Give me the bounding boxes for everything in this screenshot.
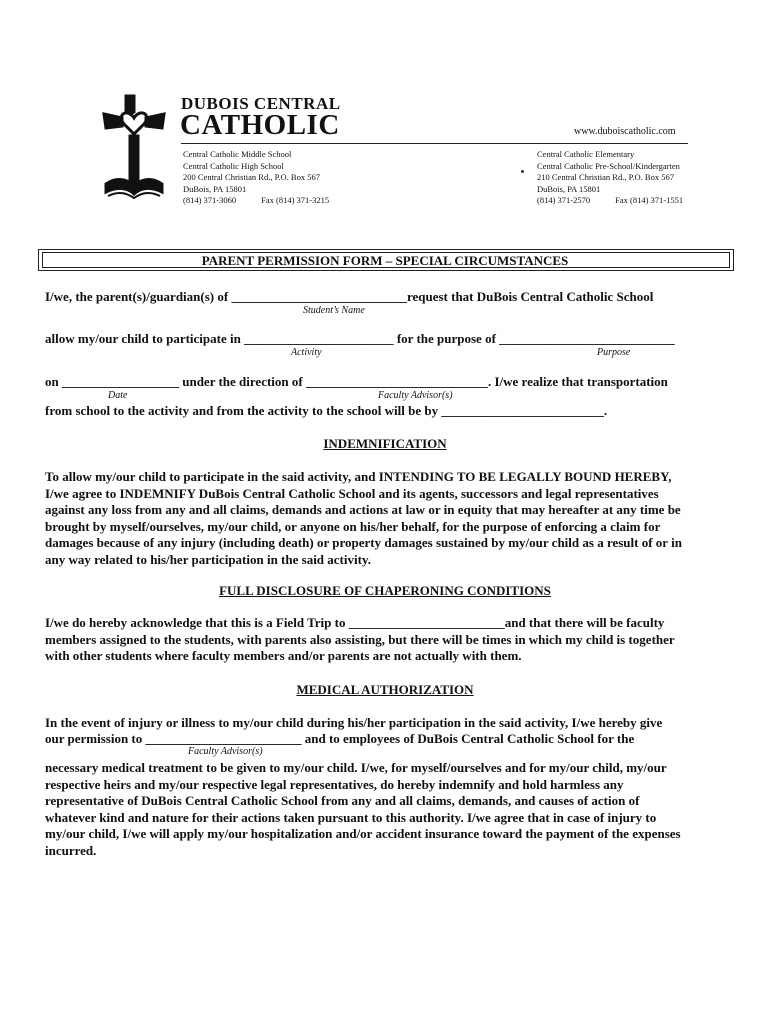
caption-date: Date: [108, 390, 128, 401]
caption-activity: Activity: [291, 347, 322, 358]
phone-number: (814) 371-2570: [537, 195, 591, 205]
paragraph-line: any way related to his/her participation in the said activity.: [45, 551, 371, 567]
caption-faculty-advisor: Faculty Advisor(s): [378, 390, 453, 401]
address-line: Central Catholic High School: [183, 160, 284, 171]
school-name-line1: DUBOIS CENTRAL: [181, 94, 341, 113]
medical-heading: MEDICAL AUTHORIZATION: [296, 682, 474, 697]
right-address-block: [537, 149, 683, 207]
indemnification-heading: INDEMNIFICATION: [323, 436, 447, 451]
school-website: www.duboiscatholic.com: [574, 126, 676, 137]
paragraph-line: I/we agree to INDEMNIFY DuBois Central Catholic School and its agents, successors and legal representatives: [45, 485, 659, 501]
paragraph-line: I/we do hereby acknowledge that this is a Field Trip to ________________________and that there will be faculty: [45, 615, 665, 630]
activity-purpose-line: allow my/our child to participate in _______________________ for the purpose of ___________________________: [45, 331, 675, 346]
address-line: DuBois, PA 15801: [537, 183, 601, 194]
paragraph-line: To allow my/our child to participate in the said activity, and INTENDING TO BE LEGALLY BOUND HEREBY,: [45, 469, 672, 484]
paragraph-line: whatever kind and nature for their actions taken pursuant to this authority. I/we agree that in case of injury to: [45, 809, 657, 825]
medical-paragraph-line: In the event of injury or illness to my/our child during his/her participation in the said activity, I/we hereby give: [45, 715, 663, 730]
paragraph-line: damages because of any injury (including death) or property damages sustained by my/our child as a result of or in: [45, 535, 682, 550]
chaperoning-paragraph: [45, 615, 675, 665]
address-line: DuBois, PA 15801: [183, 183, 247, 194]
address-line: Central Catholic Middle School: [183, 149, 292, 159]
form-title: PARENT PERMISSION FORM – SPECIAL CIRCUMSTANCES: [201, 253, 569, 268]
caption-student-name: Student’s Name: [303, 305, 365, 316]
address-line: 200 Central Christian Rd., P.O. Box 567: [183, 172, 320, 182]
fax-number: Fax (814) 371-3215: [261, 195, 330, 205]
paragraph-line: brought by myself/ourselves, my/our child, or anyone on his/her behalf, for the purpose of enforcing a claim for: [45, 518, 661, 534]
indemnification-paragraph: [45, 469, 682, 568]
paragraph-line: with other students where faculty members and/or parents are not actually with them.: [45, 648, 522, 663]
left-address-block: [183, 149, 329, 207]
medical-permission-line: our permission to ________________________ and to employees of DuBois Central Catholic School for the: [45, 731, 635, 746]
chaperoning-heading: FULL DISCLOSURE OF CHAPERONING CONDITIONS: [219, 583, 551, 598]
paragraph-line: members assigned to the students, with parents also assisting, but there will be times in which my child is together: [45, 631, 675, 647]
address-line: Central Catholic Elementary: [537, 149, 635, 159]
paragraph-line: representative of DuBois Central Catholic School from any and all claims, demands, and causes of action of: [45, 793, 640, 808]
paragraph-line: against any loss from any and all claims, demands and actions at law or in equity that may hereafter at any time be: [45, 502, 681, 517]
caption-purpose: Purpose: [597, 347, 631, 358]
paragraph-line: respective heirs and my/our respective legal representatives, do hereby indemnify and hold harmless any: [45, 776, 624, 792]
decorative-dot: [521, 170, 524, 173]
school-logo-cross-icon: [100, 92, 168, 204]
paragraph-line: incurred.: [45, 842, 97, 858]
student-name-line: I/we, the parent(s)/guardian(s) of ___________________________request that DuBois Central Catholic School: [45, 289, 654, 304]
phone-number: (814) 371-3060: [183, 195, 237, 205]
paragraph-line: my/our child, I/we will apply my/our hospitalization and/or accident insurance toward the payment of the expenses: [45, 826, 681, 841]
address-line: 210 Central Christian Rd., P.O. Box 567: [537, 172, 674, 182]
caption-faculty-advisor: Faculty Advisor(s): [188, 746, 263, 757]
school-name-line2: CATHOLIC: [180, 109, 340, 141]
medical-paragraph: [45, 760, 681, 859]
transportation-line: from school to the activity and from the activity to the school will be by _________________________.: [45, 403, 608, 418]
letterhead-rule: [181, 143, 688, 144]
fax-number: Fax (814) 371-1551: [615, 195, 684, 205]
paragraph-line: necessary medical treatment to be given to my/our child. I/we, for myself/ourselves and for my/our child, my/our: [45, 760, 667, 775]
address-line: Central Catholic Pre-School/Kindergarten: [537, 160, 680, 171]
date-advisor-line: on __________________ under the direction of ____________________________. I/we realize that transportation: [45, 374, 668, 389]
